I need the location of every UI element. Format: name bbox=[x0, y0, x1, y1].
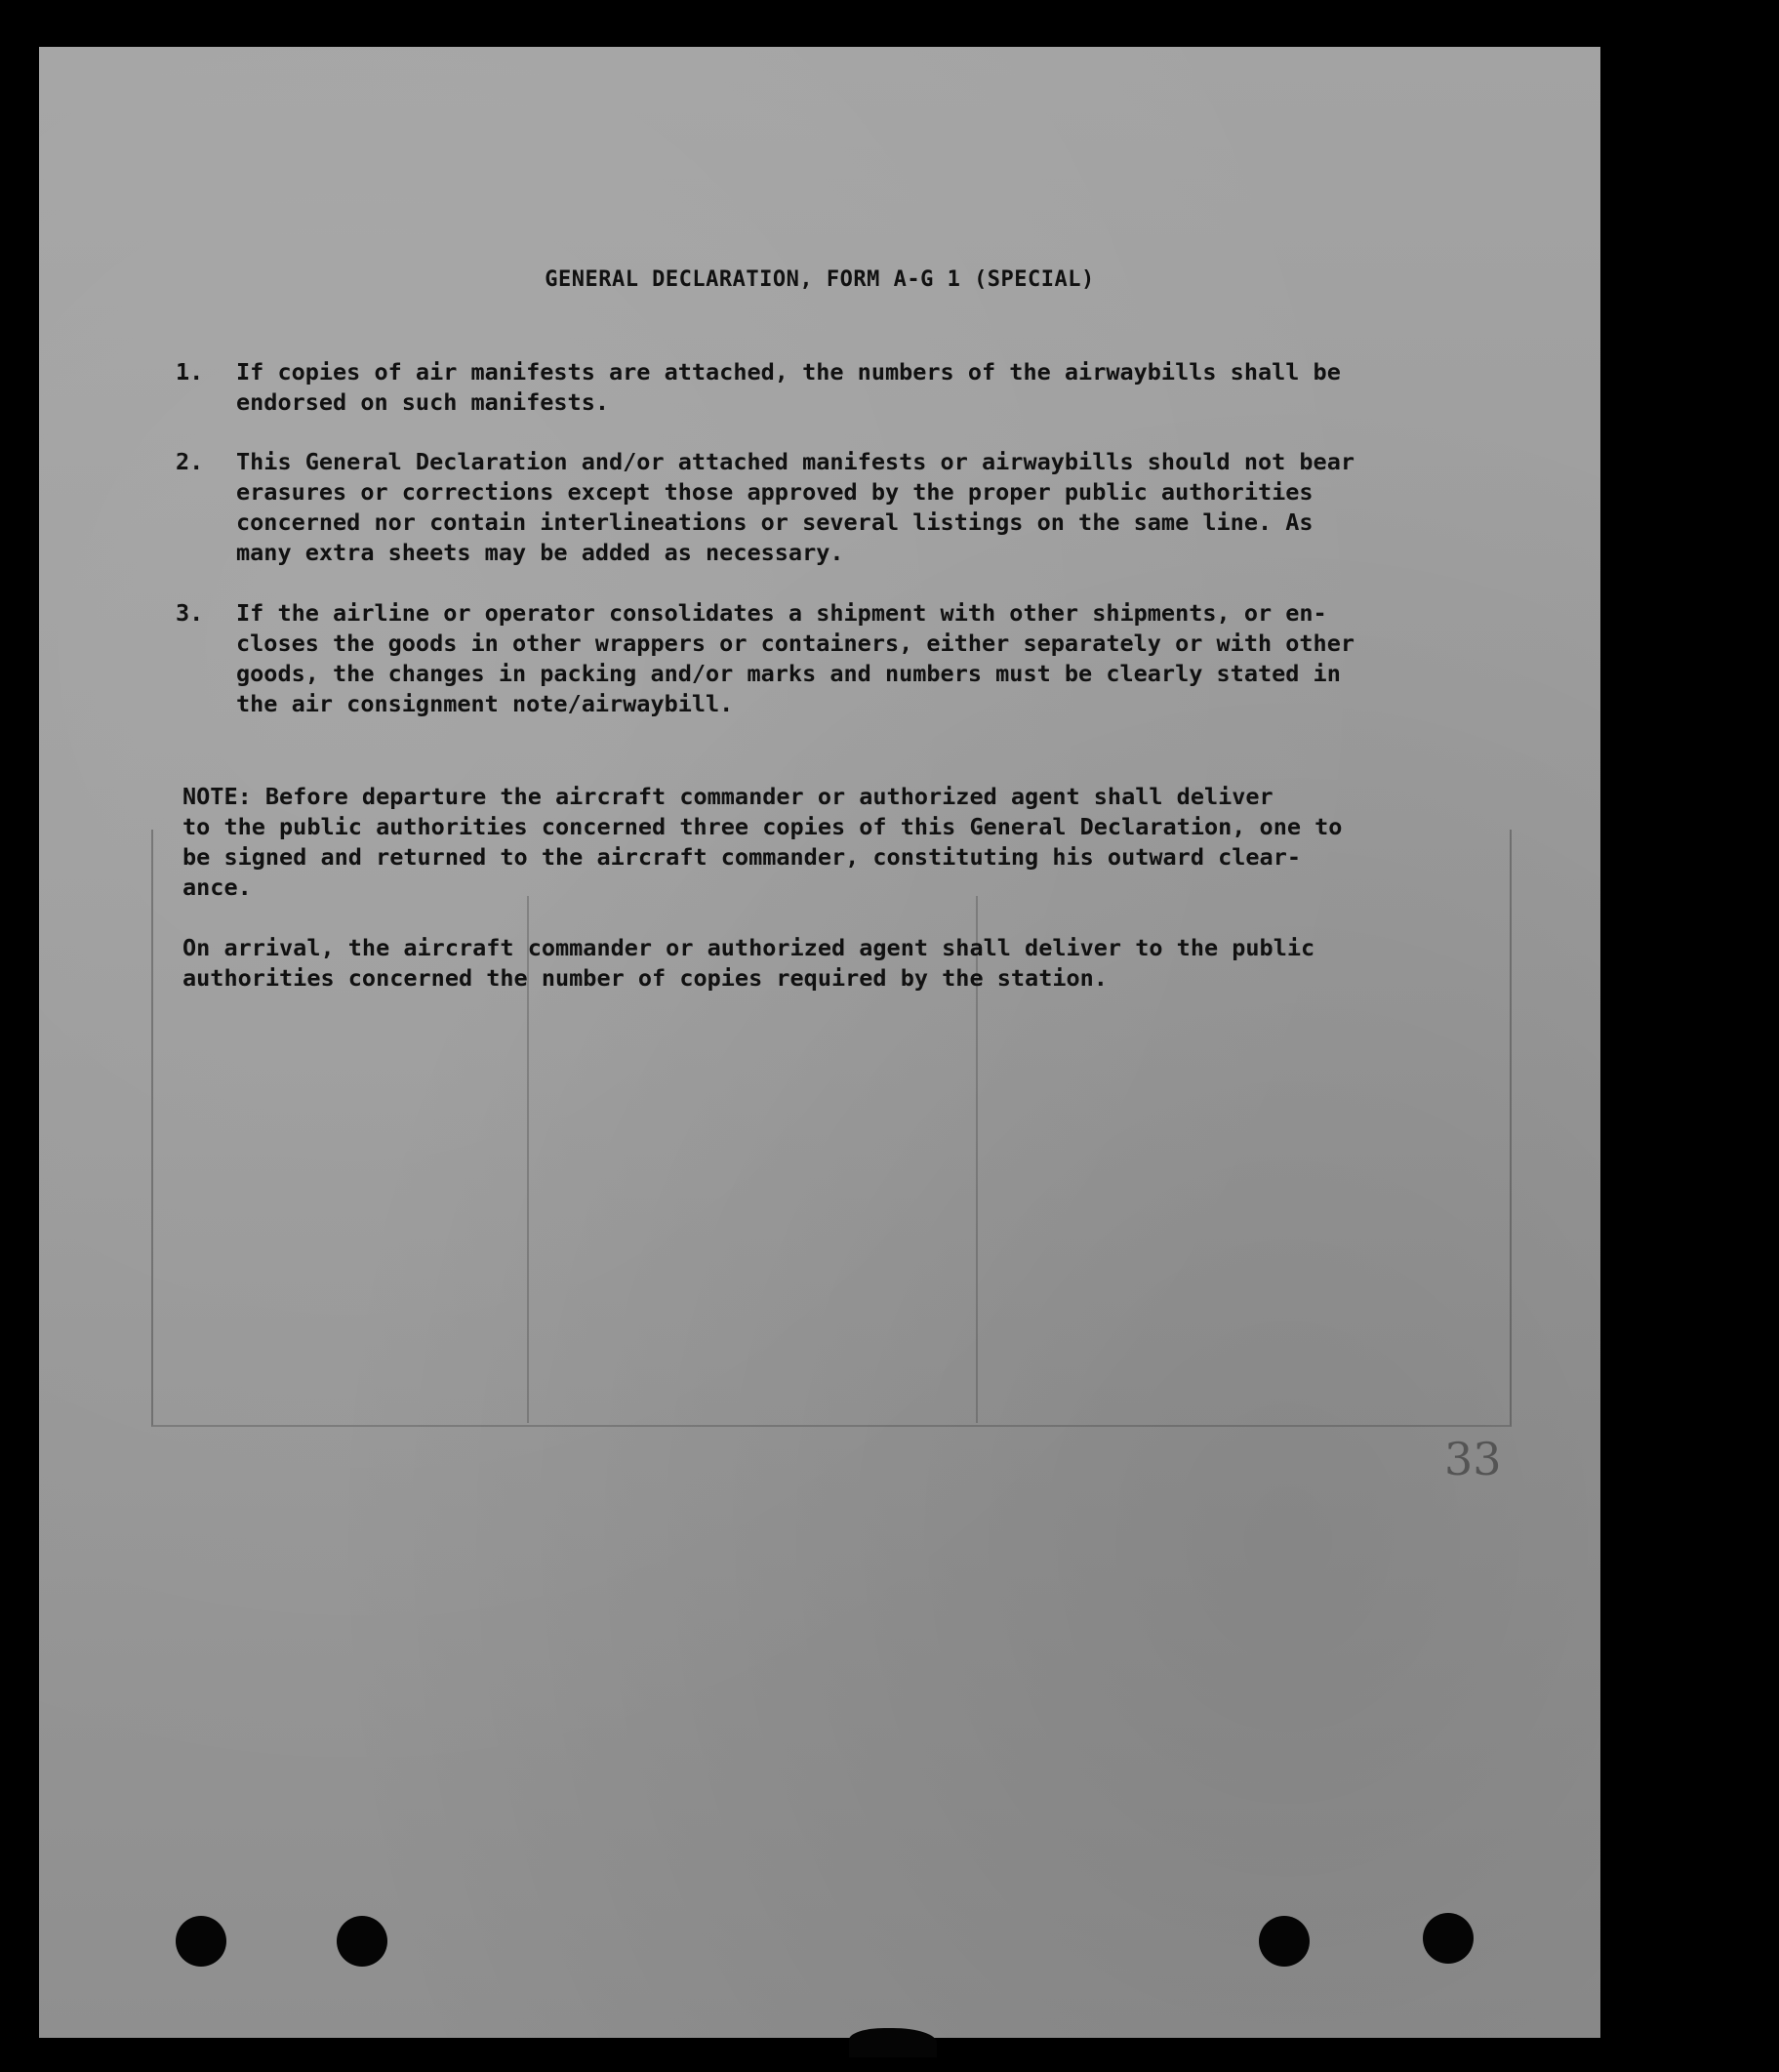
note-text-line: ance. bbox=[182, 873, 252, 901]
item-text-line: endorsed on such manifests. bbox=[236, 388, 610, 416]
note-text-line: authorities concerned the number of copies required by the station. bbox=[182, 964, 1108, 992]
punch-hole bbox=[337, 1916, 387, 1967]
note-section bbox=[182, 782, 1549, 994]
document-title: GENERAL DECLARATION, FORM A-G 1 (SPECIAL) bbox=[545, 267, 1095, 292]
list-item bbox=[176, 357, 1522, 418]
item-text-line: goods, the changes in packing and/or marks and numbers must be clearly stated in bbox=[236, 660, 1341, 687]
item-text-line: If the airline or operator consolidates a shipment with other shipments, or en- bbox=[236, 599, 1327, 627]
punch-hole bbox=[1423, 1913, 1474, 1964]
note-text-line: On arrival, the aircraft commander or authorized agent shall deliver to the public bbox=[182, 934, 1315, 961]
item-number: 1. bbox=[176, 358, 204, 386]
item-text-line: the air consignment note/airwaybill. bbox=[236, 690, 734, 717]
note-text-line: to the public authorities concerned three copies of this General Declaration, one to bbox=[182, 813, 1343, 840]
item-text-line: This General Declaration and/or attached manifests or airwaybills should not bear bbox=[236, 448, 1355, 475]
torn-edge bbox=[849, 2028, 937, 2057]
punch-hole bbox=[176, 1916, 226, 1967]
item-number: 2. bbox=[176, 448, 204, 475]
item-text-line: If copies of air manifests are attached, the numbers of the airwaybills shall be bbox=[236, 358, 1341, 386]
item-text-line: concerned nor contain interlineations or several listings on the same line. As bbox=[236, 508, 1314, 536]
item-text-line: erasures or corrections except those approved by the proper public authorities bbox=[236, 478, 1314, 506]
note-text-line: be signed and returned to the aircraft commander, constituting his outward clear- bbox=[182, 843, 1302, 871]
note-text-line: NOTE: Before departure the aircraft commander or authorized agent shall deliver bbox=[182, 783, 1274, 810]
list-item bbox=[176, 447, 1522, 568]
item-text-line: many extra sheets may be added as necessary. bbox=[236, 539, 844, 566]
item-text-line: closes the goods in other wrappers or containers, either separately or with other bbox=[236, 630, 1355, 657]
item-number: 3. bbox=[176, 599, 204, 627]
list-item bbox=[176, 598, 1522, 719]
page-number: 33 bbox=[1444, 1433, 1502, 1485]
document-page bbox=[39, 47, 1600, 2038]
punch-hole bbox=[1259, 1916, 1310, 1967]
